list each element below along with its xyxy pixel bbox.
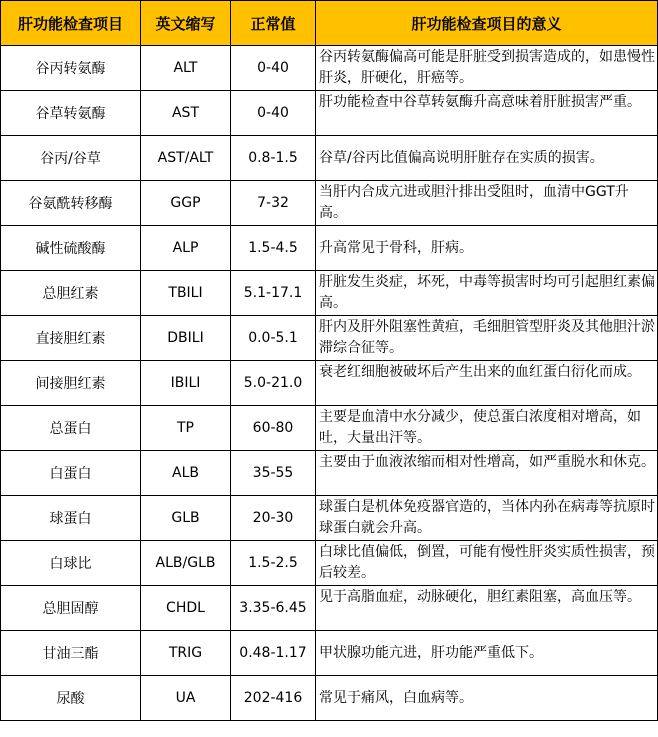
abbr-cell: ALT bbox=[141, 46, 231, 91]
table-row bbox=[1, 181, 658, 226]
item-name-cell: 白蛋白 bbox=[1, 451, 141, 496]
abbr-cell: AST/ALT bbox=[141, 136, 231, 181]
meaning-cell: 球蛋白是机体免疫器官造的，当体内孙在病毒等抗原时球蛋白就会升高。 bbox=[316, 496, 658, 541]
table-row bbox=[1, 271, 658, 316]
normal-range-cell: 0.48-1.17 bbox=[231, 631, 316, 676]
item-name-cell: 碱性硫酸酶 bbox=[1, 226, 141, 271]
table-row bbox=[1, 226, 658, 271]
item-name-cell: 总蛋白 bbox=[1, 406, 141, 451]
normal-range-cell: 5.0-21.0 bbox=[231, 361, 316, 406]
abbr-cell: ALB bbox=[141, 451, 231, 496]
abbr-cell: DBILI bbox=[141, 316, 231, 361]
header-meaning: 肝功能检查项目的意义 bbox=[316, 1, 658, 46]
item-name-cell: 球蛋白 bbox=[1, 496, 141, 541]
normal-range-cell: 0-40 bbox=[231, 46, 316, 91]
item-name-cell: 谷丙转氨酶 bbox=[1, 46, 141, 91]
meaning-cell: 甲状腺功能亢进，肝功能严重低下。 bbox=[316, 631, 658, 676]
meaning-cell: 主要由于血液浓缩而相对性增高，如严重脱水和休克。 bbox=[316, 451, 658, 496]
abbr-cell: TRIG bbox=[141, 631, 231, 676]
normal-range-cell: 60-80 bbox=[231, 406, 316, 451]
abbr-cell: GGP bbox=[141, 181, 231, 226]
item-name-cell: 甘油三酯 bbox=[1, 631, 141, 676]
table-row bbox=[1, 406, 658, 451]
item-name-cell: 总胆红素 bbox=[1, 271, 141, 316]
normal-range-cell: 35-55 bbox=[231, 451, 316, 496]
abbr-cell: ALB/GLB bbox=[141, 541, 231, 586]
item-name-cell: 谷丙/谷草 bbox=[1, 136, 141, 181]
normal-range-cell: 0.0-5.1 bbox=[231, 316, 316, 361]
item-name-cell: 间接胆红素 bbox=[1, 361, 141, 406]
normal-range-cell: 0-40 bbox=[231, 91, 316, 136]
header-normal: 正常值 bbox=[231, 1, 316, 46]
meaning-cell: 主要是血清中水分减少，使总蛋白浓度相对增高，如吐，大量出汗等。 bbox=[316, 406, 658, 451]
table-row bbox=[1, 316, 658, 361]
abbr-cell: CHDL bbox=[141, 586, 231, 631]
meaning-cell: 肝脏发生炎症，坏死，中毒等损害时均可引起胆红素偏高。 bbox=[316, 271, 658, 316]
header-row bbox=[1, 1, 658, 46]
abbr-cell: IBILI bbox=[141, 361, 231, 406]
normal-range-cell: 1.5-4.5 bbox=[231, 226, 316, 271]
table-row bbox=[1, 136, 658, 181]
meaning-cell: 升高常见于骨科，肝病。 bbox=[316, 226, 658, 271]
table-row bbox=[1, 631, 658, 676]
normal-range-cell: 7-32 bbox=[231, 181, 316, 226]
abbr-cell: GLB bbox=[141, 496, 231, 541]
item-name-cell: 尿酸 bbox=[1, 676, 141, 721]
table-row bbox=[1, 586, 658, 631]
abbr-cell: AST bbox=[141, 91, 231, 136]
item-name-cell: 白球比 bbox=[1, 541, 141, 586]
abbr-cell: TP bbox=[141, 406, 231, 451]
item-name-cell: 谷草转氨酶 bbox=[1, 91, 141, 136]
meaning-cell: 常见于痛风，白血病等。 bbox=[316, 676, 658, 721]
item-name-cell: 总胆固醇 bbox=[1, 586, 141, 631]
abbr-cell: ALP bbox=[141, 226, 231, 271]
normal-range-cell: 202-416 bbox=[231, 676, 316, 721]
normal-range-cell: 1.5-2.5 bbox=[231, 541, 316, 586]
table-row bbox=[1, 496, 658, 541]
table-row bbox=[1, 46, 658, 91]
normal-range-cell: 3.35-6.45 bbox=[231, 586, 316, 631]
table-row bbox=[1, 541, 658, 586]
item-name-cell: 谷氨酰转移酶 bbox=[1, 181, 141, 226]
meaning-cell: 谷草/谷丙比值偏高说明肝脏存在实质的损害。 bbox=[316, 136, 658, 181]
meaning-cell: 见于高脂血症，动脉硬化，胆红素阻塞，高血压等。 bbox=[316, 586, 658, 631]
table-row bbox=[1, 676, 658, 721]
meaning-cell: 白球比值偏低，倒置，可能有慢性肝炎实质性损害，预后较差。 bbox=[316, 541, 658, 586]
meaning-cell: 当肝内合成亢进或胆汁排出受阻时，血清中GGT升高。 bbox=[316, 181, 658, 226]
meaning-cell: 谷丙转氨酶偏高可能是肝脏受到损害造成的，如患慢性肝炎，肝硬化，肝癌等。 bbox=[316, 46, 658, 91]
normal-range-cell: 0.8-1.5 bbox=[231, 136, 316, 181]
item-name-cell: 直接胆红素 bbox=[1, 316, 141, 361]
meaning-cell: 衰老红细胞被破坏后产生出来的血红蛋白衍化而成。 bbox=[316, 361, 658, 406]
meaning-cell: 肝功能检查中谷草转氨酶升高意味着肝脏损害严重。 bbox=[316, 91, 658, 136]
table-row bbox=[1, 91, 658, 136]
header-item: 肝功能检查项目 bbox=[1, 1, 141, 46]
abbr-cell: UA bbox=[141, 676, 231, 721]
table-row bbox=[1, 361, 658, 406]
normal-range-cell: 20-30 bbox=[231, 496, 316, 541]
header-english: 英文缩写 bbox=[141, 1, 231, 46]
meaning-cell: 肝内及肝外阻塞性黄疸，毛细胆管型肝炎及其他胆汁淤滞综合征等。 bbox=[316, 316, 658, 361]
abbr-cell: TBILI bbox=[141, 271, 231, 316]
normal-range-cell: 5.1-17.1 bbox=[231, 271, 316, 316]
table-row bbox=[1, 451, 658, 496]
